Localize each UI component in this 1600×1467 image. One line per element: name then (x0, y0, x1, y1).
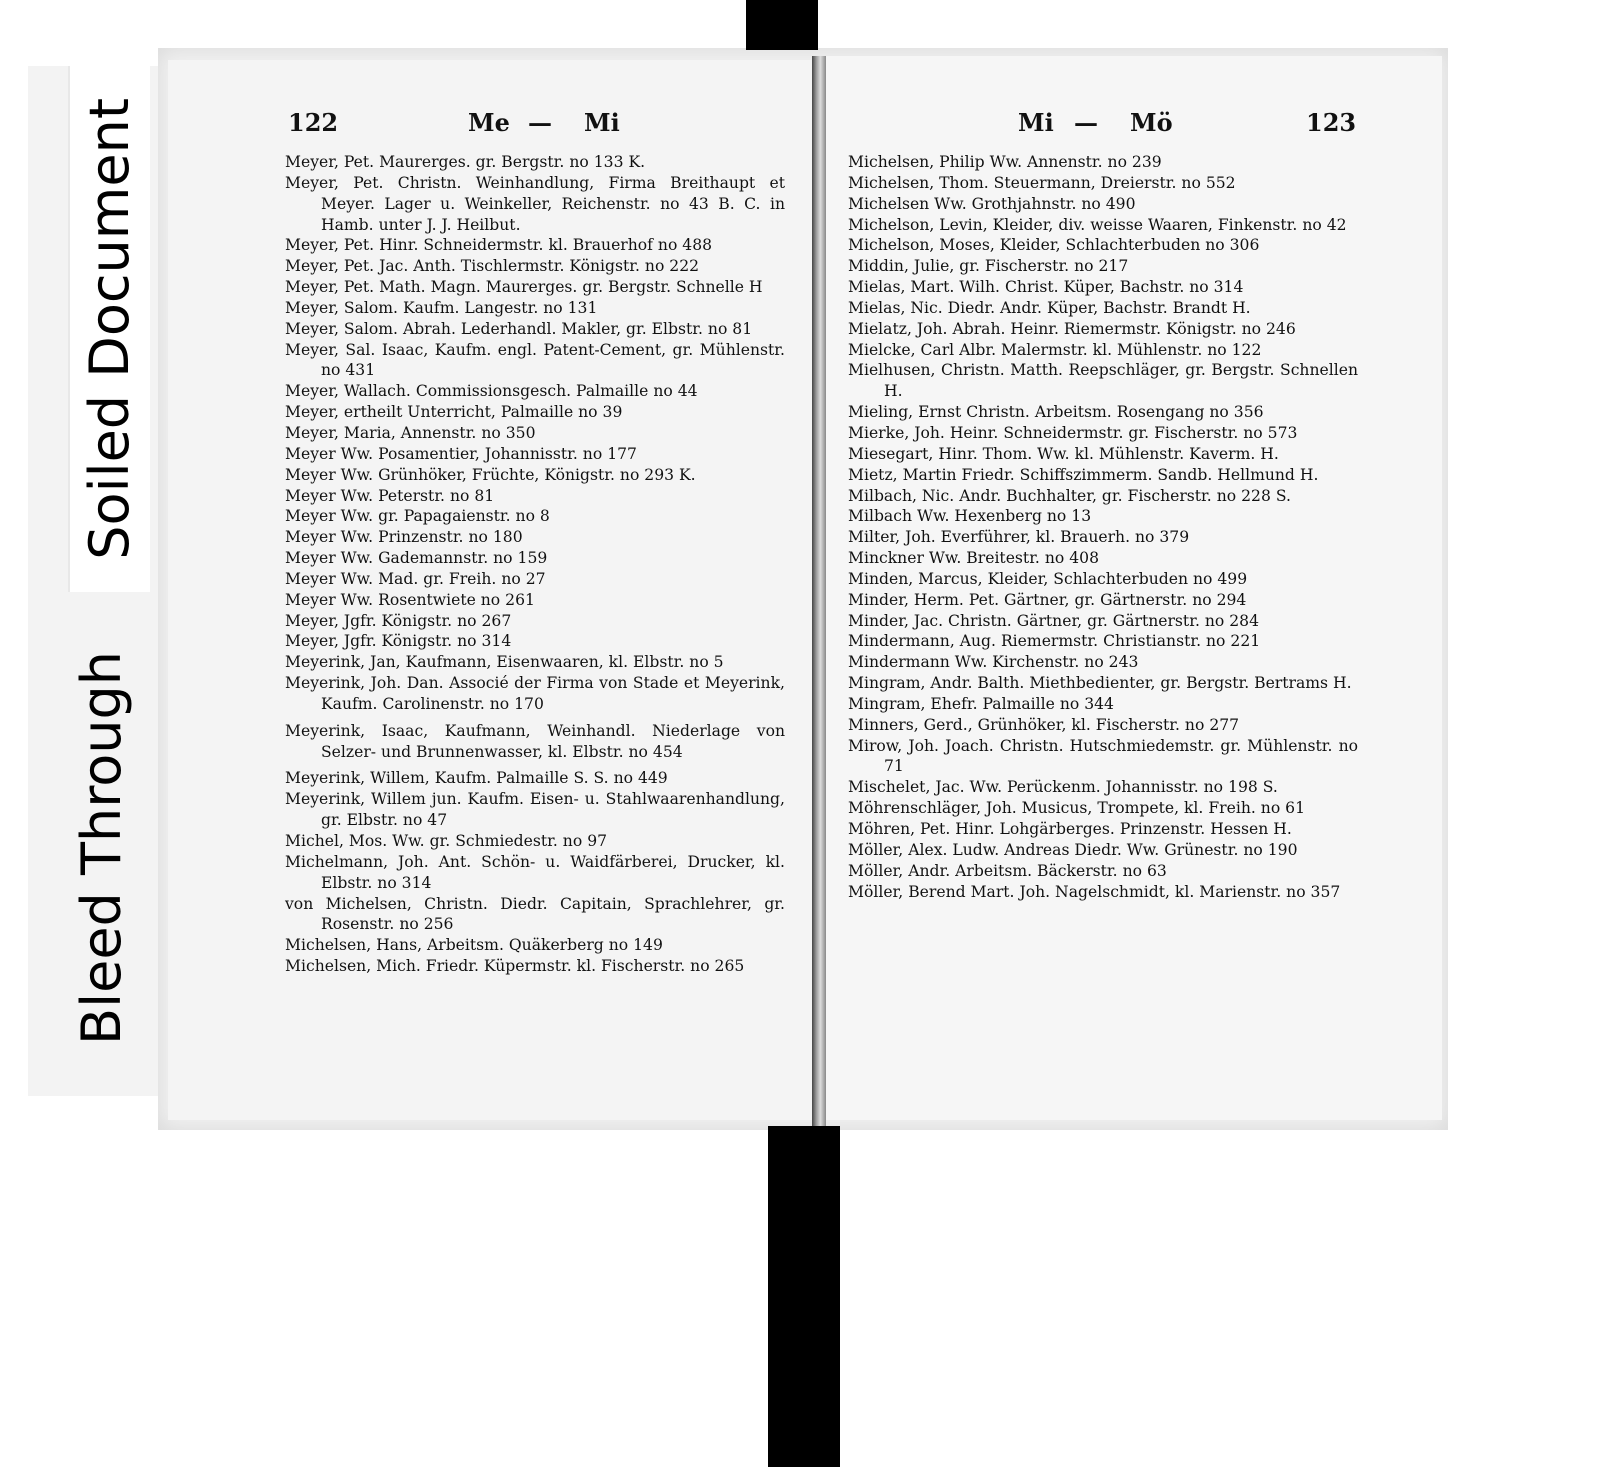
directory-entry: Minder, Jac. Christn. Gärtner, gr. Gärtnerstr. no 284 (848, 611, 1260, 630)
directory-entry: Möller, Andr. Arbeitsm. Bäckerstr. no 63 (848, 861, 1167, 880)
directory-entry: Mingram, Ehefr. Palmaille no 344 (848, 694, 1114, 713)
left-running-head-end: Mi (584, 108, 620, 137)
directory-entry: Minder, Herm. Pet. Gärtner, gr. Gärtnerstr. no 294 (848, 590, 1247, 609)
directory-entry: Michel, Mos. Ww. gr. Schmiedestr. no 97 (285, 832, 608, 850)
directory-entry: Mielas, Nic. Diedr. Andr. Küper, Bachstr. Brandt H. (848, 298, 1251, 317)
right-directory-column (848, 152, 1358, 902)
directory-entry: Meyerink, Willem, Kaufm. Palmaille S. S. no 449 (285, 769, 668, 788)
bleed-through-text: Bleed Through (70, 651, 133, 1045)
directory-entry: Milbach, Nic. Andr. Buchhalter, gr. Fischerstr. no 228 S. (848, 486, 1291, 505)
directory-entry: Möller, Alex. Ludw. Andreas Diedr. Ww. Grünestr. no 190 (848, 840, 1298, 859)
directory-entry: Meyer Ww. Posamentier, Johannisstr. no 177 (285, 444, 637, 463)
directory-entry: Michelson, Moses, Kleider, Schlachterbuden no 306 (848, 236, 1260, 255)
directory-entry: Michelsen, Hans, Arbeitsm. Quäkerberg no 149 (285, 936, 663, 955)
directory-entry: Meyer, ertheilt Unterricht, Palmaille no 39 (285, 403, 623, 422)
directory-entry: Meyer, Jgfr. Königstr. no 267 (285, 611, 512, 630)
directory-entry: Meyer, Pet. Maurerges. gr. Bergstr. no 133 K. (285, 153, 646, 171)
directory-entry: Meyer, Pet. Hinr. Schneidermstr. kl. Brauerhof no 488 (285, 236, 713, 255)
directory-entry: Minden, Marcus, Kleider, Schlachterbuden no 499 (848, 569, 1248, 588)
directory-entry: Mindermann, Aug. Riemermstr. Christianstr. no 221 (848, 632, 1261, 651)
right-page-number: 123 (1306, 108, 1357, 137)
directory-entry: Meyer, Pet. Jac. Anth. Tischlermstr. Königstr. no 222 (285, 257, 700, 276)
directory-entry: von Michelsen, Christn. Diedr. Capitain, Sprachlehrer, gr. Rosenstr. no 256 (285, 894, 785, 934)
directory-entry: Michelsen, Thom. Steuermann, Dreierstr. no 552 (848, 173, 1236, 192)
directory-entry: Meyer Ww. Gademannstr. no 159 (285, 549, 548, 568)
directory-entry: Meyer, Salom. Kaufm. Langestr. no 131 (285, 298, 598, 317)
directory-entry: Mindermann Ww. Kirchenstr. no 243 (848, 653, 1139, 672)
directory-entry: Michelsen, Mich. Friedr. Küpermstr. kl. Fischerstr. no 265 (285, 957, 745, 976)
directory-entry: Mielcke, Carl Albr. Malermstr. kl. Mühlenstr. no 122 (848, 340, 1262, 359)
directory-entry: Michelson, Levin, Kleider, div. weisse Waaren, Finkenstr. no 42 (848, 215, 1347, 234)
directory-entry: Meyer, Pet. Math. Magn. Maurerges. gr. Bergstr. Schnelle H (285, 278, 763, 297)
directory-entry: Minckner Ww. Breitestr. no 408 (848, 549, 1099, 568)
directory-entry: Michelsen, Philip Ww. Annenstr. no 239 (848, 153, 1162, 171)
left-running-head-dash: — (528, 108, 552, 137)
directory-entry: Meyerink, Jan, Kaufmann, Eisenwaaren, kl. Elbstr. no 5 (285, 653, 724, 672)
directory-entry: Meyer, Maria, Annenstr. no 350 (285, 423, 536, 442)
directory-entry: Mischelet, Jac. Ww. Perückenm. Johannisstr. no 198 S. (848, 778, 1278, 797)
directory-entry: Mietz, Martin Friedr. Schiffszimmerm. Sandb. Hellmund H. (848, 465, 1319, 484)
directory-entry: Meyer Ww. Grünhöker, Früchte, Königstr. no 293 K. (285, 465, 696, 484)
right-running-head-start: Mi (1018, 108, 1054, 137)
directory-entry: Mingram, Andr. Balth. Miethbedienter, gr. Bergstr. Bertrams H. (848, 674, 1352, 693)
directory-entry: Mieling, Ernst Christn. Arbeitsm. Rosengang no 356 (848, 403, 1264, 422)
directory-entry: Meyer Ww. gr. Papagaienstr. no 8 (285, 507, 550, 526)
directory-entry: Meyer Ww. Rosentwiete no 261 (285, 590, 535, 609)
directory-entry: Mielhusen, Christn. Matth. Reepschläger, gr. Bergstr. Schnellen H. (848, 361, 1358, 401)
directory-entry: Meyer, Wallach. Commissionsgesch. Palmaille no 44 (285, 382, 698, 401)
directory-entry: Michelsen Ww. Grothjahnstr. no 490 (848, 194, 1136, 213)
left-page-number: 122 (288, 108, 339, 137)
directory-entry: Möhren, Pet. Hinr. Lohgärberges. Prinzenstr. Hessen H. (848, 820, 1292, 838)
book-gutter (812, 56, 826, 1126)
top-binding-clip (746, 0, 818, 50)
directory-entry: Mielas, Mart. Wilh. Christ. Küper, Bachstr. no 314 (848, 278, 1244, 297)
directory-entry: Middin, Julie, gr. Fischerstr. no 217 (848, 257, 1129, 276)
directory-entry: Meyerink, Willem jun. Kaufm. Eisen- u. Stahlwaarenhandlung, gr. Elbstr. no 47 (285, 790, 785, 830)
directory-entry: Meyer Ww. Mad. gr. Freih. no 27 (285, 569, 546, 588)
directory-entry: Mielatz, Joh. Abrah. Heinr. Riemermstr. Königstr. no 246 (848, 319, 1296, 338)
directory-entry: Meyer, Jgfr. Königstr. no 314 (285, 632, 512, 651)
directory-entry: Möhrenschläger, Joh. Musicus, Trompete, kl. Freih. no 61 (848, 799, 1306, 818)
directory-entry: Möller, Berend Mart. Joh. Nagelschmidt, kl. Marienstr. no 357 (848, 882, 1341, 901)
directory-entry: Meyer Ww. Peterstr. no 81 (285, 486, 495, 505)
left-directory-column (285, 152, 785, 977)
bleed-through-label (56, 600, 148, 1096)
directory-entry: Minners, Gerd., Grünhöker, kl. Fischerstr. no 277 (848, 715, 1240, 734)
directory-entry: Meyer, Pet. Christn. Weinhandlung, Firma Breithaupt et Meyer. Lager u. Weinkeller, Reichenstr. no 43 B. C. in Hamb. unter J. J. Heilbut. (285, 173, 785, 234)
bottom-binding-clip (768, 1126, 840, 1467)
directory-entry: Meyerink, Joh. Dan. Associé der Firma von Stade et Meyerink, Kaufm. Carolinenstr. no 170 (285, 674, 785, 713)
directory-entry: Meyerink, Isaac, Kaufmann, Weinhandl. Niederlage von Selzer- und Brunnenwasser, kl. Elbstr. no 454 (285, 721, 785, 761)
right-running-head-end: Mö (1130, 108, 1173, 137)
directory-entry: Mirow, Joh. Joach. Christn. Hutschmiedemstr. gr. Mühlenstr. no 71 (848, 736, 1358, 776)
directory-entry: Milbach Ww. Hexenberg no 13 (848, 507, 1092, 526)
right-page-header (0, 108, 1400, 148)
soiled-document-text: Soiled Document (78, 98, 141, 560)
directory-entry: Meyer, Salom. Abrah. Lederhandl. Makler, gr. Elbstr. no 81 (285, 319, 753, 338)
directory-entry: Miesegart, Hinr. Thom. Ww. kl. Mühlenstr. Kaverm. H. (848, 444, 1279, 463)
directory-entry: Michelmann, Joh. Ant. Schön- u. Waidfärberei, Drucker, kl. Elbstr. no 314 (285, 852, 785, 892)
directory-entry: Meyer, Sal. Isaac, Kaufm. engl. Patent-Cement, gr. Mühlenstr. no 431 (285, 340, 785, 380)
directory-entry: Mierke, Joh. Heinr. Schneidermstr. gr. Fischerstr. no 573 (848, 423, 1298, 442)
directory-entry: Milter, Joh. Everführer, kl. Brauerh. no 379 (848, 528, 1190, 547)
right-running-head-dash: — (1074, 108, 1098, 137)
directory-entry: Meyer Ww. Prinzenstr. no 180 (285, 528, 523, 547)
left-running-head-start: Me (468, 108, 510, 137)
